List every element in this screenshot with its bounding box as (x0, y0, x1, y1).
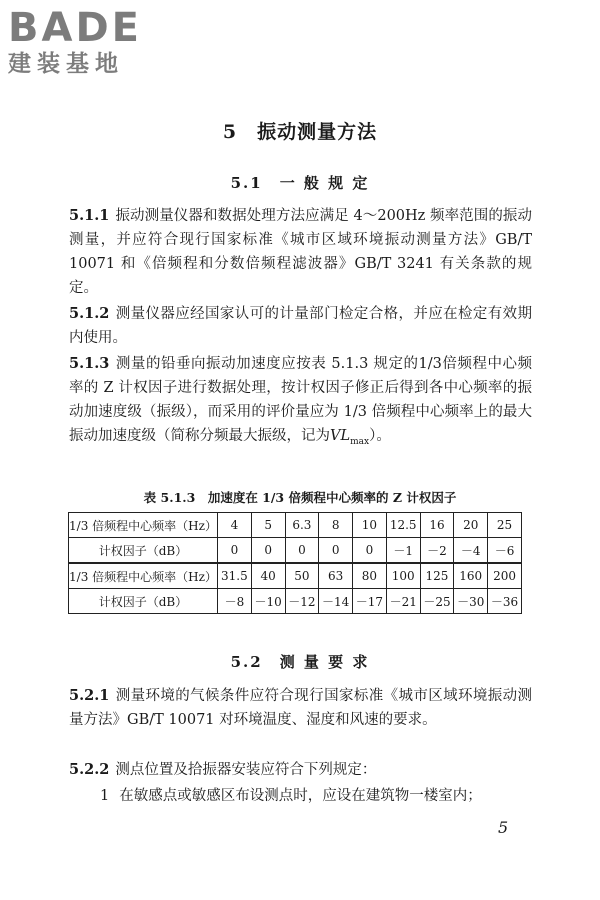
chapter-title: 5 振动测量方法 (222, 121, 378, 143)
clause-text-end: ）。 (369, 428, 391, 444)
table-cell: 8 (319, 513, 353, 538)
table-cell: 12.5 (386, 513, 420, 538)
clause-text: 测量的铅垂向振动加速度应按表 5.1.3 规定的1/3倍频程中心频率的 Z 计权因子进行数据处理，按计权因子修正后得到各中心频率的振动加速度级（振级），而采用的评价量应为 1/3 倍频程中心频率上的最大振动加速度级（简称分频最大振级，记为 (69, 356, 532, 444)
clause-5-1-1 (69, 204, 532, 300)
clause-text: 测点位置及拾振器安装应符合下列规定： (115, 762, 377, 778)
table-cell: 31.5 (218, 563, 252, 589)
clause-5-2-1 (69, 684, 532, 732)
table-cell: 0 (353, 538, 387, 564)
table-cell: 80 (353, 563, 387, 589)
table-cell: 4 (218, 513, 252, 538)
table-cell: 160 (454, 563, 488, 589)
clause-text: 振动测量仪器和数据处理方法应满足 4～200Hz 频率范围的振动测量，并应符合现行国家标准《城市区域环境振动测量方法》GB/T 10071 和《倍频程和分数倍频程滤波器》GB/T 3241 有关条款的规定。 (69, 208, 532, 296)
table-caption: 表 5.1.3 加速度在 1/3 倍频程中心频率的 Z 计权因子 (143, 490, 457, 505)
clause-text: 测量环境的气候条件应符合现行国家标准《城市区域环境振动测量方法》GB/T 10071 对环境温度、湿度和风速的要求。 (69, 688, 532, 728)
clause-text: 测量仪器应经国家认可的计量部门检定合格，并应在检定有效期内使用。 (69, 306, 532, 346)
vl-symbol: VL (330, 428, 351, 444)
table-cell: －12 (285, 589, 319, 614)
freq-label-cell: 1/3 倍频程中心频率（Hz） (69, 513, 218, 538)
table-cell: 0 (251, 538, 285, 564)
table-cell: 5 (251, 513, 285, 538)
freq-label-cell: 1/3 倍频程中心频率（Hz） (69, 563, 218, 589)
section-title-5-1: 5.1 一 般 规 定 (230, 174, 370, 192)
table-cell: －1 (386, 538, 420, 564)
table-cell: －8 (218, 589, 252, 614)
table-cell: －4 (454, 538, 488, 564)
table-cell: 40 (251, 563, 285, 589)
bade-logo (8, 6, 183, 78)
clause-number: 5.2.1 (69, 687, 110, 704)
table-cell: 16 (420, 513, 454, 538)
table-cell: －21 (386, 589, 420, 614)
table-cell: －2 (420, 538, 454, 564)
page-number: 5 (498, 818, 509, 837)
clause-number: 5.2.2 (69, 761, 110, 778)
weight-label-cell: 计权因子（dB） (69, 589, 218, 614)
table-cell: 100 (386, 563, 420, 589)
table-cell: －14 (319, 589, 353, 614)
table-row (69, 589, 522, 614)
vl-subscript: max (350, 436, 370, 447)
table-cell: 25 (488, 513, 522, 538)
clause-number: 5.1.1 (69, 207, 110, 224)
table-row (69, 513, 522, 538)
table-cell: －17 (353, 589, 387, 614)
weight-label-cell: 计权因子（dB） (69, 538, 218, 564)
table-cell: －25 (420, 589, 454, 614)
table-cell: －6 (488, 538, 522, 564)
list-number: 1 (100, 788, 110, 804)
table-cell: －10 (251, 589, 285, 614)
clause-5-1-2 (69, 302, 532, 350)
table-cell: 6.3 (285, 513, 319, 538)
table-cell: 0 (218, 538, 252, 564)
table-cell: 63 (319, 563, 353, 589)
table-cell: 125 (420, 563, 454, 589)
logo-brand: BADE (8, 5, 142, 51)
clause-5-2-2 (69, 758, 532, 782)
table-cell: 20 (454, 513, 488, 538)
table-cell: 200 (488, 563, 522, 589)
table-cell: 0 (285, 538, 319, 564)
logo-subtitle: 建装基地 (8, 51, 124, 77)
list-text: 在敏感点或敏感区布设测点时，应设在建筑物一楼室内； (119, 788, 482, 804)
list-item-1 (100, 784, 530, 808)
section-title-5-2: 5.2 测 量 要 求 (230, 653, 370, 671)
table-row (69, 538, 522, 564)
table-cell: 0 (319, 538, 353, 564)
table-cell: 50 (285, 563, 319, 589)
clause-number: 5.1.3 (69, 355, 110, 372)
table-row (69, 563, 522, 589)
weighting-factor-table (68, 512, 522, 614)
table-cell: －30 (454, 589, 488, 614)
clause-number: 5.1.2 (69, 305, 110, 322)
table-cell: －36 (488, 589, 522, 614)
table-cell: 10 (353, 513, 387, 538)
clause-5-1-3 (69, 352, 532, 454)
